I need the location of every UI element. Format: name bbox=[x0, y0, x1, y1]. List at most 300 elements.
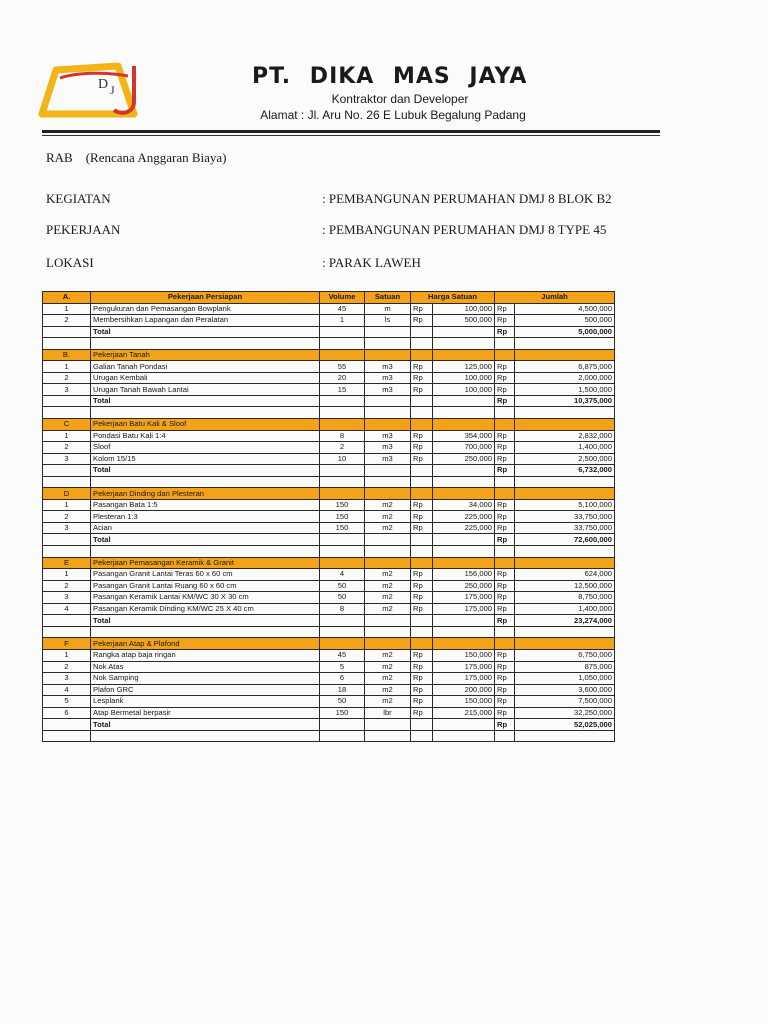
item-amount: 1,400,000 bbox=[515, 603, 615, 615]
table-row bbox=[43, 442, 615, 454]
currency-label: Rp bbox=[411, 372, 433, 384]
table-row bbox=[43, 707, 615, 719]
currency-label: Rp bbox=[411, 511, 433, 523]
section-total-row bbox=[43, 719, 615, 731]
empty-cell bbox=[495, 626, 515, 638]
item-description: Nok Atas bbox=[91, 661, 320, 673]
section-total-row bbox=[43, 615, 615, 627]
empty-cell bbox=[320, 476, 365, 488]
empty-cell bbox=[91, 730, 320, 742]
header-divider-thin bbox=[42, 135, 660, 136]
currency-label: Rp bbox=[495, 534, 515, 546]
item-amount: 5,100,000 bbox=[515, 499, 615, 511]
empty-cell bbox=[433, 557, 495, 569]
item-unit-price: 100,000 bbox=[433, 303, 495, 315]
item-volume: 150 bbox=[320, 511, 365, 523]
item-volume: 55 bbox=[320, 361, 365, 373]
empty-cell bbox=[43, 615, 91, 627]
item-unit: m2 bbox=[365, 649, 411, 661]
empty-cell bbox=[320, 615, 365, 627]
item-description: Pengukuran dan Pemasangan Bowplank bbox=[91, 303, 320, 315]
currency-label: Rp bbox=[495, 372, 515, 384]
empty-cell bbox=[433, 534, 495, 546]
empty-cell bbox=[411, 615, 433, 627]
section-total-row bbox=[43, 395, 615, 407]
empty-cell bbox=[515, 488, 615, 500]
item-number: 1 bbox=[43, 569, 91, 581]
empty-cell bbox=[515, 419, 615, 431]
currency-label: Rp bbox=[495, 719, 515, 731]
spacer-row bbox=[43, 626, 615, 638]
currency-label: Rp bbox=[495, 592, 515, 604]
section-title: Pekerjaan Tanah bbox=[91, 349, 320, 361]
empty-cell bbox=[365, 615, 411, 627]
empty-cell bbox=[320, 407, 365, 419]
item-amount: 33,750,000 bbox=[515, 522, 615, 534]
item-number: 3 bbox=[43, 384, 91, 396]
document-title: RAB (Rencana Anggaran Biaya) bbox=[46, 150, 227, 165]
currency-label: Rp bbox=[495, 453, 515, 465]
empty-cell bbox=[411, 476, 433, 488]
spacer-row bbox=[43, 407, 615, 419]
empty-cell bbox=[320, 534, 365, 546]
table-row bbox=[43, 649, 615, 661]
table-row bbox=[43, 522, 615, 534]
empty-cell bbox=[365, 476, 411, 488]
section-header-row bbox=[43, 557, 615, 569]
item-number: 3 bbox=[43, 673, 91, 685]
item-number: 3 bbox=[43, 592, 91, 604]
item-unit-price: 100,000 bbox=[433, 372, 495, 384]
table-row bbox=[43, 361, 615, 373]
empty-cell bbox=[365, 395, 411, 407]
empty-cell bbox=[495, 730, 515, 742]
item-number: 1 bbox=[43, 361, 91, 373]
empty-cell bbox=[515, 730, 615, 742]
item-unit-price: 225,000 bbox=[433, 522, 495, 534]
item-volume: 20 bbox=[320, 372, 365, 384]
total-label: Total bbox=[91, 534, 320, 546]
item-amount: 1,400,000 bbox=[515, 442, 615, 454]
item-unit: m2 bbox=[365, 580, 411, 592]
empty-cell bbox=[515, 557, 615, 569]
currency-label: Rp bbox=[411, 499, 433, 511]
empty-cell bbox=[43, 719, 91, 731]
item-description: Pasangan Granit Lantai Ruang 60 x 60 cm bbox=[91, 580, 320, 592]
item-number: 1 bbox=[43, 499, 91, 511]
empty-cell bbox=[365, 534, 411, 546]
item-volume: 8 bbox=[320, 430, 365, 442]
empty-cell bbox=[411, 730, 433, 742]
currency-label: Rp bbox=[411, 361, 433, 373]
currency-label: Rp bbox=[495, 615, 515, 627]
item-number: 2 bbox=[43, 442, 91, 454]
empty-cell bbox=[411, 395, 433, 407]
company-address: Alamat : Jl. Aru No. 26 E Lubuk Begalung Padang bbox=[260, 108, 526, 122]
item-number: 1 bbox=[43, 303, 91, 315]
item-number: 5 bbox=[43, 696, 91, 708]
section-total-amount: 6,732,000 bbox=[515, 465, 615, 477]
currency-label: Rp bbox=[411, 649, 433, 661]
item-description: Rangka atap baja ringan bbox=[91, 649, 320, 661]
item-number: 2 bbox=[43, 315, 91, 327]
empty-cell bbox=[365, 338, 411, 350]
empty-cell bbox=[433, 638, 495, 650]
item-number: 4 bbox=[43, 603, 91, 615]
item-number: 4 bbox=[43, 684, 91, 696]
item-description: Urugan Tanah Bawah Lantai bbox=[91, 384, 320, 396]
empty-cell bbox=[365, 638, 411, 650]
item-unit: m2 bbox=[365, 673, 411, 685]
item-unit: m3 bbox=[365, 430, 411, 442]
empty-cell bbox=[320, 719, 365, 731]
table-row bbox=[43, 511, 615, 523]
empty-cell bbox=[91, 546, 320, 558]
empty-cell bbox=[411, 419, 433, 431]
item-unit-price: 156,000 bbox=[433, 569, 495, 581]
currency-label: Rp bbox=[495, 430, 515, 442]
table-row bbox=[43, 453, 615, 465]
item-unit-price: 150,000 bbox=[433, 696, 495, 708]
section-title: Pekerjaan Pemasangan Keramik & Granit bbox=[91, 557, 320, 569]
total-label: Total bbox=[91, 395, 320, 407]
item-number: 1 bbox=[43, 430, 91, 442]
section-total-amount: 10,375,000 bbox=[515, 395, 615, 407]
currency-label: Rp bbox=[495, 303, 515, 315]
section-header-row bbox=[43, 292, 615, 304]
section-title: Pekerjaan Persiapan bbox=[91, 292, 320, 304]
table-row bbox=[43, 499, 615, 511]
table-row bbox=[43, 384, 615, 396]
empty-cell bbox=[515, 476, 615, 488]
empty-cell bbox=[411, 626, 433, 638]
empty-cell bbox=[43, 338, 91, 350]
currency-label: Rp bbox=[495, 522, 515, 534]
empty-cell bbox=[433, 338, 495, 350]
empty-cell bbox=[411, 349, 433, 361]
currency-label: Rp bbox=[495, 395, 515, 407]
empty-cell bbox=[365, 719, 411, 731]
section-header-row bbox=[43, 349, 615, 361]
empty-cell bbox=[43, 395, 91, 407]
spacer-row bbox=[43, 730, 615, 742]
table-row bbox=[43, 315, 615, 327]
empty-cell bbox=[320, 326, 365, 338]
empty-cell bbox=[365, 349, 411, 361]
empty-cell bbox=[495, 557, 515, 569]
item-amount: 6,875,000 bbox=[515, 361, 615, 373]
item-unit: m2 bbox=[365, 569, 411, 581]
currency-label: Rp bbox=[495, 569, 515, 581]
section-header-row bbox=[43, 419, 615, 431]
item-unit: m3 bbox=[365, 442, 411, 454]
empty-cell bbox=[433, 395, 495, 407]
table-row bbox=[43, 684, 615, 696]
empty-cell bbox=[433, 488, 495, 500]
section-total-amount: 23,274,000 bbox=[515, 615, 615, 627]
empty-cell bbox=[320, 546, 365, 558]
item-volume: 6 bbox=[320, 673, 365, 685]
item-number: 2 bbox=[43, 511, 91, 523]
currency-label: Rp bbox=[495, 361, 515, 373]
col-header-satuan: Satuan bbox=[365, 292, 411, 304]
spacer-row bbox=[43, 338, 615, 350]
item-description: Pasangan Keramik Lantai KM/WC 30 X 30 cm bbox=[91, 592, 320, 604]
empty-cell bbox=[43, 626, 91, 638]
currency-label: Rp bbox=[411, 453, 433, 465]
empty-cell bbox=[433, 419, 495, 431]
empty-cell bbox=[320, 488, 365, 500]
currency-label: Rp bbox=[495, 326, 515, 338]
item-unit-price: 500,000 bbox=[433, 315, 495, 327]
empty-cell bbox=[411, 557, 433, 569]
currency-label: Rp bbox=[411, 442, 433, 454]
item-amount: 8,750,000 bbox=[515, 592, 615, 604]
total-label: Total bbox=[91, 615, 320, 627]
item-number: 2 bbox=[43, 372, 91, 384]
empty-cell bbox=[515, 638, 615, 650]
currency-label: Rp bbox=[495, 315, 515, 327]
currency-label: Rp bbox=[495, 684, 515, 696]
section-title: Pekerjaan Atap & Plafond bbox=[91, 638, 320, 650]
svg-text:J: J bbox=[110, 83, 115, 97]
empty-cell bbox=[43, 476, 91, 488]
item-volume: 150 bbox=[320, 522, 365, 534]
empty-cell bbox=[43, 534, 91, 546]
empty-cell bbox=[495, 546, 515, 558]
item-volume: 1 bbox=[320, 315, 365, 327]
empty-cell bbox=[411, 488, 433, 500]
item-unit-price: 125,000 bbox=[433, 361, 495, 373]
item-description: Sloof bbox=[91, 442, 320, 454]
item-amount: 3,600,000 bbox=[515, 684, 615, 696]
item-unit-price: 100,000 bbox=[433, 384, 495, 396]
empty-cell bbox=[433, 407, 495, 419]
col-header-jumlah: Jumlah bbox=[495, 292, 615, 304]
currency-label: Rp bbox=[495, 442, 515, 454]
currency-label: Rp bbox=[411, 603, 433, 615]
currency-label: Rp bbox=[495, 673, 515, 685]
item-description: Plesteran 1:3 bbox=[91, 511, 320, 523]
item-description: Atap Bermetal berpasir bbox=[91, 707, 320, 719]
item-unit: m2 bbox=[365, 661, 411, 673]
section-code: B. bbox=[43, 349, 91, 361]
empty-cell bbox=[433, 349, 495, 361]
item-number: 3 bbox=[43, 522, 91, 534]
empty-cell bbox=[495, 488, 515, 500]
table-row bbox=[43, 580, 615, 592]
item-amount: 1,500,000 bbox=[515, 384, 615, 396]
item-unit: m2 bbox=[365, 511, 411, 523]
empty-cell bbox=[91, 626, 320, 638]
currency-label: Rp bbox=[411, 684, 433, 696]
item-unit-price: 250,000 bbox=[433, 580, 495, 592]
item-volume: 45 bbox=[320, 303, 365, 315]
item-unit-price: 354,000 bbox=[433, 430, 495, 442]
empty-cell bbox=[43, 730, 91, 742]
currency-label: Rp bbox=[411, 384, 433, 396]
item-description: Pasangan Bata 1:5 bbox=[91, 499, 320, 511]
empty-cell bbox=[495, 419, 515, 431]
item-unit-price: 175,000 bbox=[433, 592, 495, 604]
currency-label: Rp bbox=[411, 315, 433, 327]
currency-label: Rp bbox=[411, 430, 433, 442]
empty-cell bbox=[411, 407, 433, 419]
currency-label: Rp bbox=[411, 522, 433, 534]
total-label: Total bbox=[91, 719, 320, 731]
table-row bbox=[43, 372, 615, 384]
empty-cell bbox=[411, 465, 433, 477]
currency-label: Rp bbox=[495, 649, 515, 661]
item-unit: m2 bbox=[365, 684, 411, 696]
item-amount: 1,050,000 bbox=[515, 673, 615, 685]
item-amount: 624,000 bbox=[515, 569, 615, 581]
item-number: 1 bbox=[43, 649, 91, 661]
currency-label: Rp bbox=[495, 707, 515, 719]
empty-cell bbox=[515, 349, 615, 361]
item-unit-price: 150,000 bbox=[433, 649, 495, 661]
section-total-amount: 5,000,000 bbox=[515, 326, 615, 338]
item-unit-price: 250,000 bbox=[433, 453, 495, 465]
table-row bbox=[43, 592, 615, 604]
currency-label: Rp bbox=[495, 511, 515, 523]
empty-cell bbox=[365, 326, 411, 338]
empty-cell bbox=[365, 626, 411, 638]
currency-label: Rp bbox=[411, 592, 433, 604]
item-description: Pasangan Granit Lantai Teras 60 x 60 cm bbox=[91, 569, 320, 581]
empty-cell bbox=[433, 626, 495, 638]
table-row bbox=[43, 661, 615, 673]
empty-cell bbox=[433, 615, 495, 627]
empty-cell bbox=[365, 488, 411, 500]
company-subtitle: Kontraktor dan Developer bbox=[331, 92, 469, 106]
table-row bbox=[43, 303, 615, 315]
empty-cell bbox=[411, 326, 433, 338]
empty-cell bbox=[91, 407, 320, 419]
empty-cell bbox=[433, 719, 495, 731]
item-unit-price: 225,000 bbox=[433, 511, 495, 523]
item-unit-price: 175,000 bbox=[433, 673, 495, 685]
item-volume: 150 bbox=[320, 707, 365, 719]
company-name: PT. DIKA MAS JAYA bbox=[252, 64, 528, 89]
field-value-lokasi: : PARAK LAWEH bbox=[322, 255, 421, 270]
empty-cell bbox=[365, 407, 411, 419]
empty-cell bbox=[365, 557, 411, 569]
section-code: C bbox=[43, 419, 91, 431]
col-header-volume: Volume bbox=[320, 292, 365, 304]
item-volume: 150 bbox=[320, 499, 365, 511]
item-description: Nok Samping bbox=[91, 673, 320, 685]
item-description: Acian bbox=[91, 522, 320, 534]
item-number: 3 bbox=[43, 453, 91, 465]
section-total-row bbox=[43, 465, 615, 477]
currency-label: Rp bbox=[495, 499, 515, 511]
item-description: Pasangan Keramik Dinding KM/WC 25 X 40 cm bbox=[91, 603, 320, 615]
section-code: F bbox=[43, 638, 91, 650]
empty-cell bbox=[320, 638, 365, 650]
item-unit: ls bbox=[365, 315, 411, 327]
empty-cell bbox=[91, 476, 320, 488]
section-total-amount: 72,600,000 bbox=[515, 534, 615, 546]
item-amount: 875,000 bbox=[515, 661, 615, 673]
item-volume: 15 bbox=[320, 384, 365, 396]
item-volume: 8 bbox=[320, 603, 365, 615]
empty-cell bbox=[411, 638, 433, 650]
item-unit-price: 34,000 bbox=[433, 499, 495, 511]
currency-label: Rp bbox=[495, 696, 515, 708]
rab-table bbox=[42, 291, 615, 742]
empty-cell bbox=[433, 465, 495, 477]
table-row bbox=[43, 696, 615, 708]
currency-label: Rp bbox=[495, 465, 515, 477]
item-unit-price: 215,000 bbox=[433, 707, 495, 719]
empty-cell bbox=[320, 395, 365, 407]
svg-text:D: D bbox=[98, 77, 109, 92]
item-unit: lbr bbox=[365, 707, 411, 719]
item-unit: m2 bbox=[365, 499, 411, 511]
item-volume: 45 bbox=[320, 649, 365, 661]
table-row bbox=[43, 603, 615, 615]
empty-cell bbox=[433, 476, 495, 488]
item-unit-price: 175,000 bbox=[433, 603, 495, 615]
empty-cell bbox=[515, 407, 615, 419]
company-logo bbox=[38, 60, 146, 118]
empty-cell bbox=[320, 465, 365, 477]
item-volume: 50 bbox=[320, 592, 365, 604]
item-amount: 2,500,000 bbox=[515, 453, 615, 465]
field-value-kegiatan: : PEMBANGUNAN PERUMAHAN DMJ 8 BLOK B2 bbox=[322, 191, 612, 206]
table-row bbox=[43, 430, 615, 442]
empty-cell bbox=[320, 338, 365, 350]
empty-cell bbox=[515, 546, 615, 558]
total-label: Total bbox=[91, 465, 320, 477]
table-row bbox=[43, 673, 615, 685]
empty-cell bbox=[495, 638, 515, 650]
section-code: D bbox=[43, 488, 91, 500]
item-amount: 2,832,000 bbox=[515, 430, 615, 442]
empty-cell bbox=[433, 326, 495, 338]
section-total-amount: 52,025,000 bbox=[515, 719, 615, 731]
item-amount: 33,750,000 bbox=[515, 511, 615, 523]
item-volume: 5 bbox=[320, 661, 365, 673]
empty-cell bbox=[411, 338, 433, 350]
currency-label: Rp bbox=[411, 673, 433, 685]
empty-cell bbox=[411, 719, 433, 731]
empty-cell bbox=[320, 419, 365, 431]
spacer-row bbox=[43, 546, 615, 558]
currency-label: Rp bbox=[411, 580, 433, 592]
section-total-row bbox=[43, 534, 615, 546]
item-unit-price: 175,000 bbox=[433, 661, 495, 673]
item-description: Membersihkan Lapangan dan Peralatan bbox=[91, 315, 320, 327]
item-unit: m bbox=[365, 303, 411, 315]
currency-label: Rp bbox=[411, 707, 433, 719]
empty-cell bbox=[91, 338, 320, 350]
item-unit: m2 bbox=[365, 592, 411, 604]
empty-cell bbox=[320, 349, 365, 361]
item-volume: 2 bbox=[320, 442, 365, 454]
empty-cell bbox=[495, 407, 515, 419]
empty-cell bbox=[495, 338, 515, 350]
item-unit: m3 bbox=[365, 372, 411, 384]
item-unit: m3 bbox=[365, 361, 411, 373]
section-title: Pekerjaan Dinding dan Plesteran bbox=[91, 488, 320, 500]
empty-cell bbox=[365, 465, 411, 477]
currency-label: Rp bbox=[411, 661, 433, 673]
section-code: E bbox=[43, 557, 91, 569]
empty-cell bbox=[433, 546, 495, 558]
item-amount: 32,250,000 bbox=[515, 707, 615, 719]
